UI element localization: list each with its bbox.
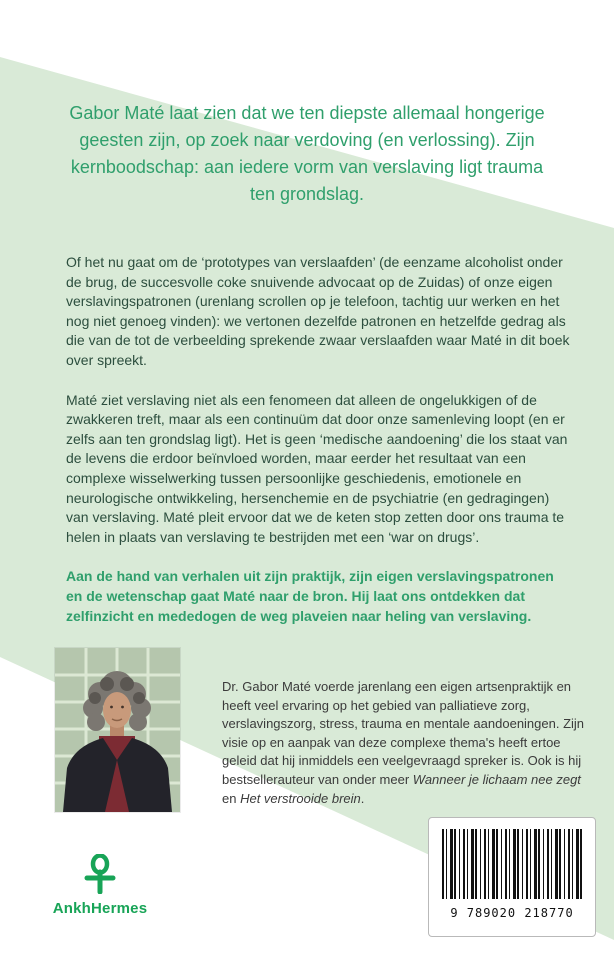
barcode-bars (442, 829, 582, 899)
ankh-logo-icon (81, 854, 119, 894)
highlight-paragraph: Aan de hand van verhalen uit zijn praktijk, zijn eigen verslavingspatronen en de wetenschap gaat Maté naar de bron. Hij laat ons ontdekken dat zelfinzicht en mededogen de weg plaveien naar heling van verslaving. (66, 568, 554, 624)
isbn-number: 9 789020 218770 (450, 906, 574, 920)
paragraph-1: Of het nu gaat om de ‘prototypes van verslaafden’ (de eenzame alcoholist onder de brug, de succesvolle coke snuivende advocaat op de Zuidas) of onze eigen verslavingspatronen (urenlang scrollen op je telefoon, tachtig uur werken en het nog niet genoeg vinden): we vertonen dezelfde patronen en hetzelfde gedrag als die van de tot de verbeelding sprekende zwaar verslaafden waar Maté in dit boek over spreekt. (66, 254, 570, 368)
barcode-box (428, 817, 596, 937)
bio-text: . (360, 790, 365, 806)
author-photo (55, 648, 180, 812)
body-copy (66, 253, 571, 646)
publisher-block (40, 854, 160, 917)
author-portrait-illustration (55, 648, 180, 812)
headline-quote: Gabor Maté laat zien dat we ten diepste allemaal hongerige geesten zijn, op zoek naar verdoving (en verlossing). Zijn kernboodschap: aan iedere vorm van verslaving ligt trauma ten grondslag. (69, 103, 545, 204)
book-title-2: Het verstrooide brein (240, 790, 361, 806)
publisher-name: AnkhHermes (52, 900, 148, 917)
author-bio (222, 678, 594, 808)
book-title-1: Wanneer je lichaam nee zegt (412, 771, 581, 787)
bio-text: Dr. Gabor Maté voerde jarenlang een eigen artsenpraktijk en heeft veel ervaring op het gebied van palliatieve zorg, verslavingszorg, stress, trauma en mentale aandoeningen. Zijn visie op en aanpak van deze complexe thema's heeft ertoe geleid dat hij inmiddels een veelgevraagd spreker is. Ook is hij bestsellerauteur van onder meer (222, 679, 585, 787)
bio-text: en (222, 790, 241, 806)
paragraph-2: Maté ziet verslaving niet als een fenomeen dat alleen de ongelukkigen of de zwakkeren treft, maar als een continuüm dat door onze samenleving loopt (en er zelfs aan ten grondslag ligt). Het is geen ‘medische aandoening’ die los staat van de levens die erdoor beïnvloed worden, maar eerder het resultaat van een complexe wisselwerking tussen persoonlijke geschiedenis, emotionele en neurologische ontwikkeling, hersenchemie en de psychiatrie (en gedragingen) van verslaving. Maté pleit ervoor dat we de keten stop zetten door ons trauma te helen in plaats van verslaving te bestrijden met een ‘war on drugs’. (66, 391, 568, 545)
